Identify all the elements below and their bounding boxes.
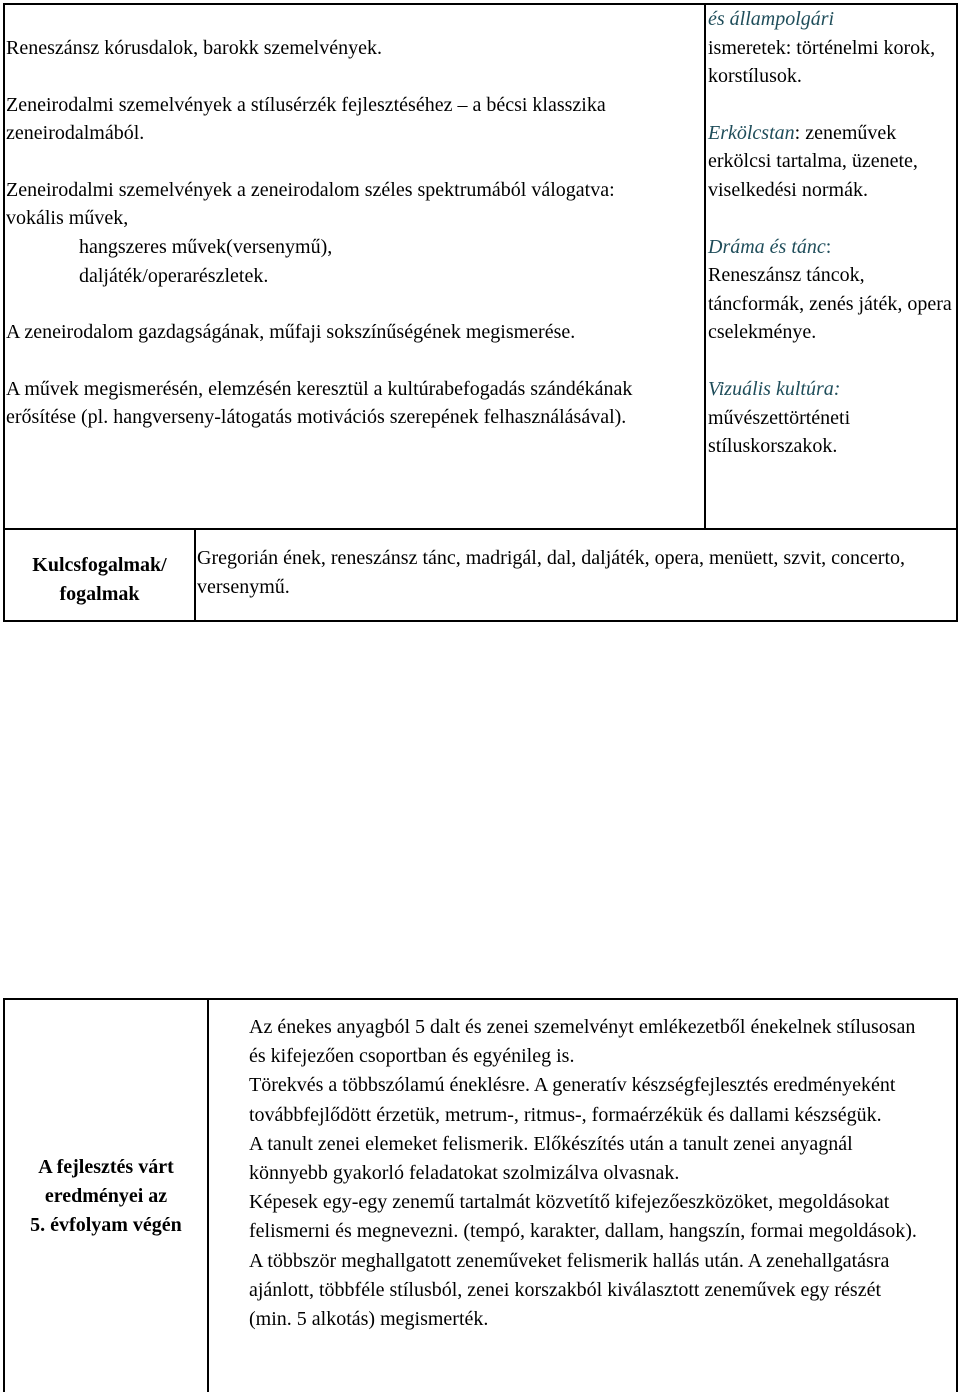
top-table-bottom-border [3,620,958,622]
outcomes-label [5,1153,207,1240]
list-item-vocal: vokális művek, [6,207,129,230]
drama-colon: : [825,235,832,258]
drama-block [708,233,954,347]
key-concepts-text: Gregorián ének, reneszánsz tánc, madrigál, dal, daljáték, opera, menüett, szvit, concerto, versenymű. [197,547,906,598]
history-label-tail: és állampolgári [708,8,835,30]
bottom-table-right-border [956,998,958,1392]
bottom-table-top-border [3,998,958,1000]
list-item-opera: daljáték/operarészletek. [79,264,269,287]
bottom-table-column-divider [207,998,209,1392]
key-concepts-divider [194,528,196,622]
paragraph-classical-excerpts: Zeneirodalmi szemelvények a stílusérzék fejlesztéséhez – a bécsi klasszika zeneirodalmából. [6,93,606,145]
paragraph-spectrum-intro: Zeneirodalmi szemelvények a zeneirodalom széles spektrumából válogatva: [6,178,615,201]
top-table-column-divider [704,3,706,529]
outcome-paragraph-5: A többször meghallgatott zeneműveket felismerik hallás után. A zenehallgatásra ajánlott, többféle stílusból, zenei korszakból kiválasztott zeneművek egy részét (min. 5 alkotás) megismerték. [249,1249,890,1331]
content-cell [6,34,700,432]
paragraph-reception: A művek megismerésén, elemzésén keresztül a kultúrabefogadás szándékának erősítése (pl. hangverseny-látogatás motivációs szerepének felhasználásával). [6,377,633,429]
ethics-block [708,119,954,205]
outcomes-label-line3: 5. évfolyam végén [30,1214,182,1236]
visual-text: művészettörténeti stíluskorszakok. [708,406,851,458]
key-concepts-label [5,551,194,609]
cross-curricular-cell [708,5,954,461]
visual-block [708,375,954,461]
ethics-text: : zeneművek erkölcsi tartalma, üzenete, viselkedési normák. [708,121,918,201]
outcomes-text [249,1013,917,1334]
drama-label: Dráma és tánc [708,235,826,258]
visual-label: Vizuális kultúra: [708,377,841,400]
outcome-paragraph-2: Törekvés a többszólamú éneklésre. A generatív készségfejlesztés eredményeként továbbfejlődött érzetük, metrum-, ritmus-, formaérzékük és dallami készségük. [249,1074,896,1126]
list-item-instrumental: hangszeres művek(versenymű), [79,235,333,258]
key-concepts-label-line2: fogalmak [59,583,140,605]
top-table-row-divider [3,528,958,530]
history-text: ismeretek: történelmi korok, korstílusok. [708,36,936,88]
paragraph-richness: A zeneirodalom gazdagságának, műfaji sokszínűségének megismerése. [6,321,576,344]
outcomes-label-line1: A fejlesztés várt [38,1156,174,1178]
outcome-paragraph-3: A tanult zenei elemeket felismerik. Előkészítés után a tanult zenei anyagnál könnyebb gyakorló feladatokat szolmizálva olvasnak. [249,1132,853,1185]
history-block [708,5,954,91]
outcomes-label-line2: eredményei az [44,1185,168,1207]
ethics-label: Erkölcstan [708,121,795,144]
paragraph-renaissance: Reneszánsz kórusdalok, barokk szemelvények. [6,37,382,59]
outcome-paragraph-1: Az énekes anyagból 5 dalt és zenei szemelvényt emlékezetből énekelnek stílusosan és kifejezően csoportban és egyénileg is. [249,1016,916,1068]
key-concepts-label-line1: Kulcsfogalmak/ [32,554,167,576]
drama-text: Reneszánsz táncok, táncformák, zenés játék, opera cselekménye. [708,264,952,344]
outcome-paragraph-4: Képesek egy-egy zenemű tartalmát közvetítő kifejezőeszközöket, megoldásokat felismerni és megnevezni. (tempó, karakter, dallam, hangszín, formai megoldások). [249,1191,917,1243]
